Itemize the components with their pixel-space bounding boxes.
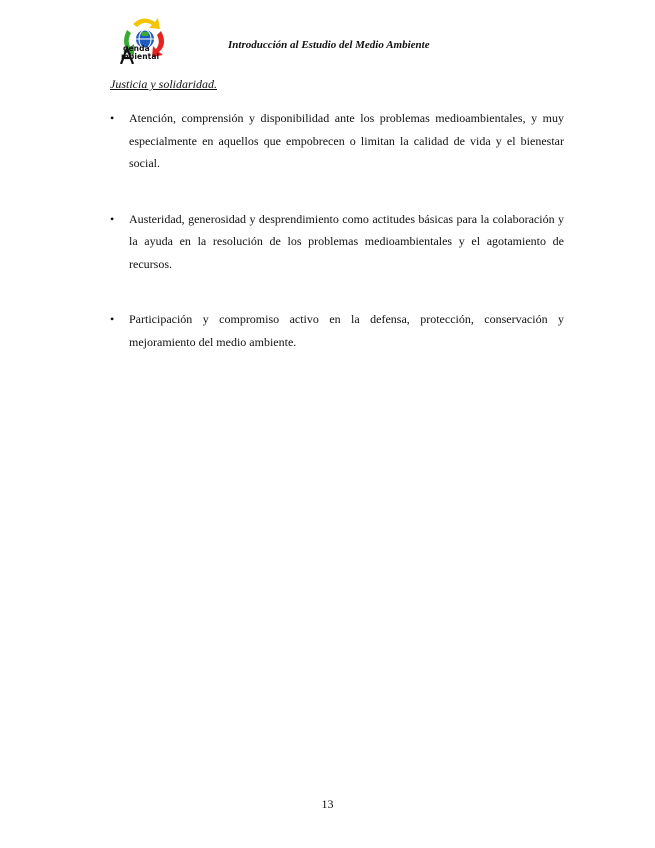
bullet-icon: • (110, 211, 115, 226)
logo-yellow-arrow (133, 18, 160, 29)
bullet-item (110, 107, 564, 175)
header-title: Introducción al Estudio del Medio Ambiente (228, 39, 430, 51)
logo-text (117, 45, 177, 61)
logo-text-line2: mbiental (121, 52, 160, 61)
bullet-text: Austeridad, generosidad y desprendimiento como actitudes básicas para la colaboración y la ayuda en la resolución de los problemas medioambientales y el agotamiento de recursos. (129, 211, 564, 271)
bullet-text: Participación y compromiso activo en la defensa, protección, conservación y mejoramiento del medio ambiente. (129, 312, 564, 349)
bullet-icon: • (110, 111, 115, 125)
bullet-item (110, 208, 564, 276)
bullet-icon: • (110, 312, 115, 326)
bullet-list (110, 107, 564, 353)
page-number: 13 (321, 797, 334, 811)
bullet-text: Atención, comprensión y disponibilidad ante los problemas medioambientales, y muy especialmente en aquellos que empobrecen o limitan la calidad de vida y el bienestar social. (129, 111, 564, 170)
bullet-item (110, 308, 564, 353)
section-title: Justicia y solidaridad. (110, 77, 217, 91)
logo-text-line1: genda (123, 44, 150, 53)
